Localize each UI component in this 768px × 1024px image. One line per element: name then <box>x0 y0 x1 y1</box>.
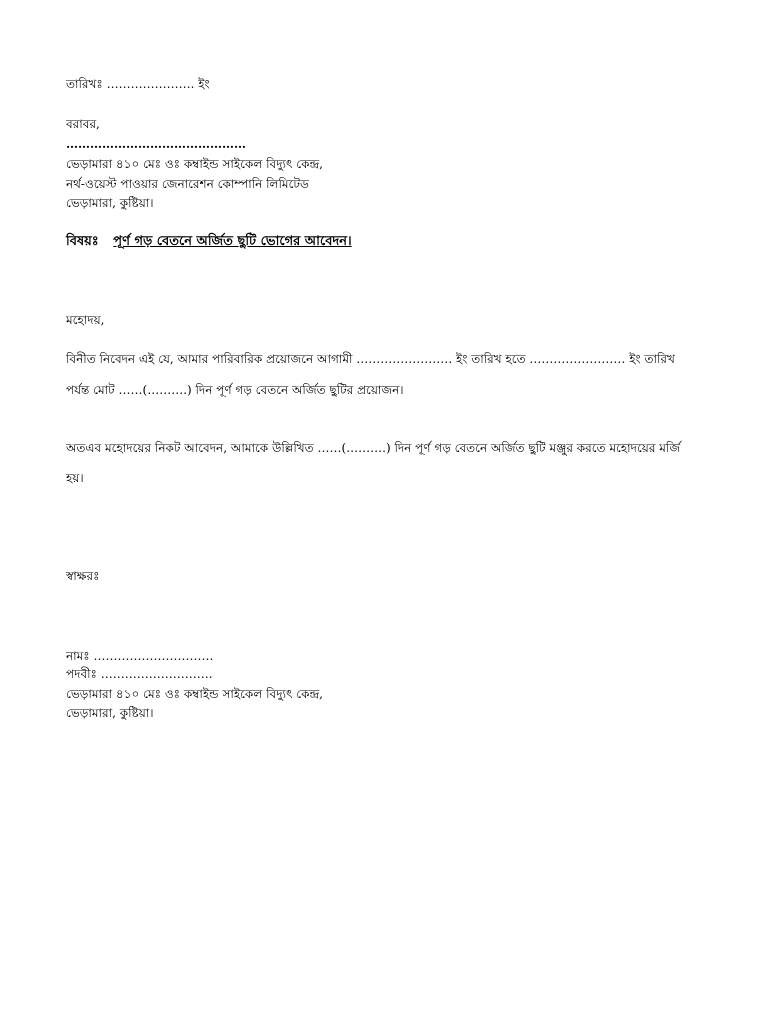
subject-text: পূর্ণ গড় বেতনে অর্জিত ছুটি ভোগের আবেদন। <box>113 234 352 249</box>
recipient-blank: ……………………………………… <box>66 137 246 151</box>
paragraph-2-line-2: হয়। <box>66 471 84 485</box>
paragraph-1-line-1: বিনীত নিবেদন এই যে, আমার পারিবারিক প্রয়োজনে আগামী …………………… ইং তারিখ হতে …………………… ইং তারিখ <box>66 352 675 366</box>
designation-line: পদবীঃ ………………………. <box>66 667 213 681</box>
paragraph-1-line-2: পর্যন্ত মোট ……(……….) দিন পূর্ণ গড় বেতনে অর্জিত ছুটির প্রয়োজন। <box>66 383 404 397</box>
recipient-line-2: নর্থ-ওয়েস্ট পাওয়ার জেনারেশন কোম্পানি লিমিটেড <box>66 177 309 191</box>
subject-label: বিষয়ঃ <box>66 234 99 249</box>
sender-line-1: ভেড়ামারা ৪১০ মেঃ ওঃ কম্বাইন্ড সাইকেল বিদ্যুৎ কেন্দ্র, <box>66 687 323 701</box>
to-label: বরাবর, <box>66 117 100 131</box>
paragraph-2-line-1: অতএব মহোদয়ের নিকট আবেদন, আমাকে উল্লিখিত ……(……….) দিন পূর্ণ গড় বেতনে অর্জিত ছুটি মঞ্জুর করতে মহোদয়ের মর্জি <box>66 441 681 455</box>
date-line: তারিখঃ …………………. ইং <box>66 77 210 91</box>
sender-line-2: ভেড়ামারা, কুষ্টিয়া। <box>66 706 154 720</box>
salutation: মহোদয়, <box>66 313 105 327</box>
subject-line <box>66 234 352 250</box>
recipient-line-1: ভেড়ামারা ৪১০ মেঃ ওঃ কম্বাইন্ড সাইকেল বিদ্যুৎ কেন্দ্র, <box>66 157 323 171</box>
name-line: নামঃ ………………………… <box>66 649 214 663</box>
recipient-line-3: ভেড়ামারা, কুষ্টিয়া। <box>66 196 154 210</box>
signature-label: স্বাক্ষরঃ <box>66 569 100 583</box>
